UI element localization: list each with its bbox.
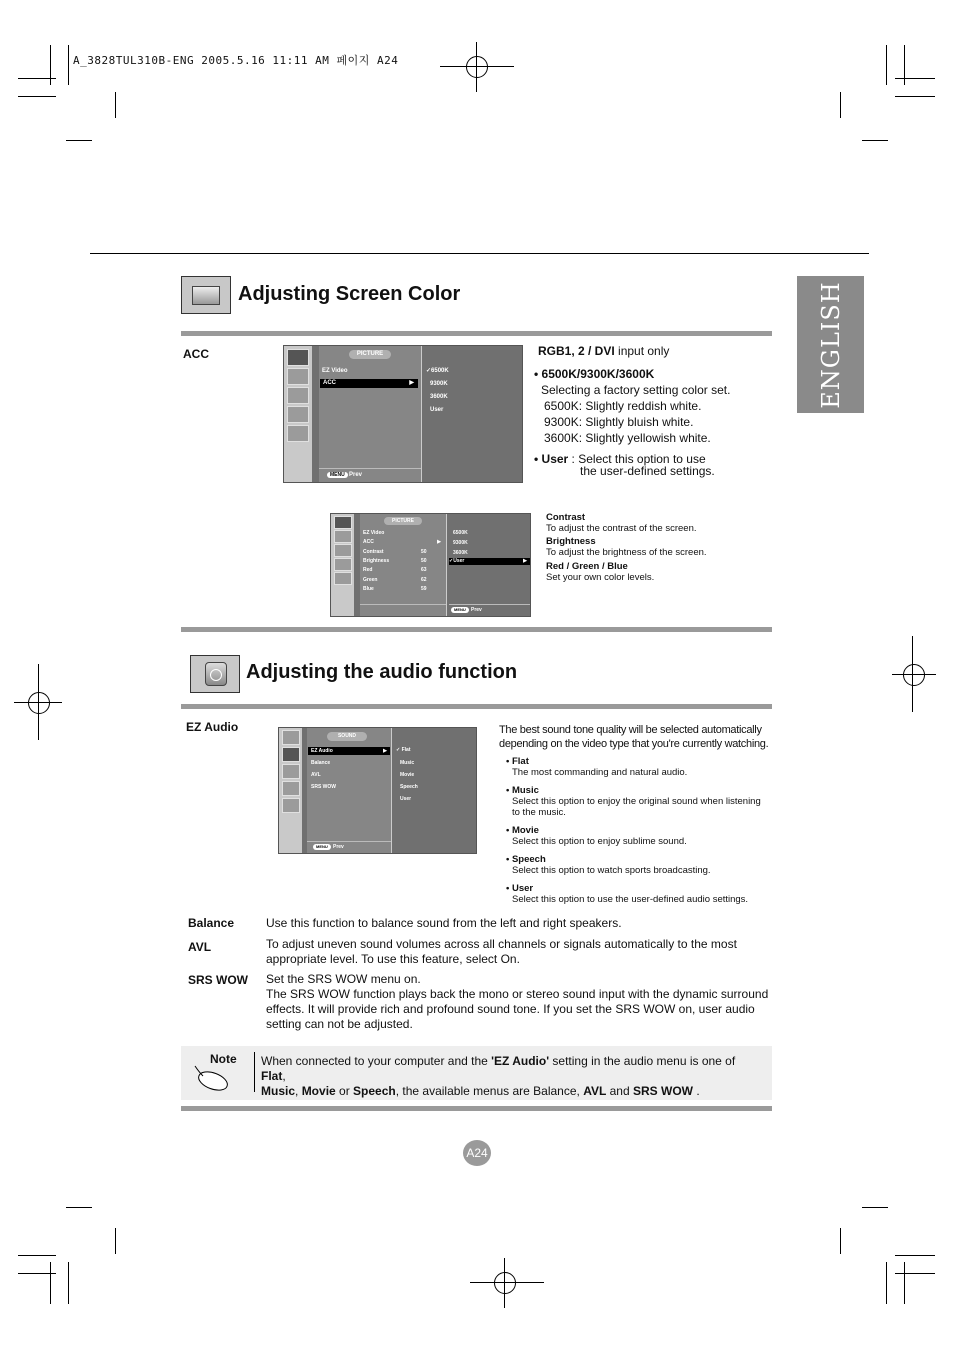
menu-item: Brightness 50 — [363, 557, 427, 564]
menu-button: MENU — [313, 844, 331, 850]
setting-desc: Set your own color levels. — [546, 572, 655, 583]
note-label: Note — [210, 1052, 237, 1066]
audio-mode-desc: Select this option to enjoy the original sound when listening — [512, 796, 761, 807]
menu-sub-pane — [394, 728, 476, 853]
audio-intro-line: depending on the video type that you're currently watching. — [499, 738, 769, 750]
menu-title: SOUND — [327, 732, 367, 741]
audio-mode — [506, 854, 761, 876]
language-tab-label: ENGLISH — [816, 280, 845, 409]
avl-text-line: To adjust uneven sound volumes across all channels or signals automatically to the most — [266, 937, 737, 951]
submenu-item-flat: ✓ Flat — [396, 747, 411, 753]
submenu-item-music: Music — [400, 760, 415, 766]
sound-icon — [334, 530, 352, 543]
balance-text: Use this function to balance sound from the left and right speakers. — [266, 916, 622, 930]
audio-mode — [506, 883, 761, 905]
language-tab — [797, 276, 864, 413]
avl-label: AVL — [188, 940, 212, 954]
menu-item: Contrast 50 — [363, 548, 427, 555]
ez-audio-label: EZ Audio — [186, 720, 239, 734]
setting-head: Contrast — [546, 512, 586, 523]
prev-label: Prev — [333, 844, 344, 850]
setting-desc: To adjust the contrast of the screen. — [546, 523, 697, 534]
submenu-item-6500k: ✓6500K — [426, 368, 449, 374]
menu-main-pane — [360, 514, 447, 616]
picture-icon — [282, 730, 300, 745]
setting-desc: To adjust the brightness of the screen. — [546, 547, 707, 558]
audio-mode-head: • Flat — [506, 756, 529, 767]
menu-button: MENU — [451, 607, 469, 613]
prev-label: Prev — [471, 607, 482, 613]
submenu-item-3600k: 3600K — [430, 394, 448, 400]
section-title-audio: Adjusting the audio function — [246, 661, 518, 683]
picture-icon — [287, 349, 309, 366]
print-header: A_3828TUL310B-ENG 2005.5.16 11:11 AM 페이지 A24 — [73, 54, 399, 67]
menu-side-icons — [279, 728, 302, 853]
audio-mode-desc: Select this option to enjoy sublime sound. — [512, 836, 687, 847]
srs-text-line: The SRS WOW function plays back the mono or stereo sound input with the dynamic surround — [266, 987, 769, 1001]
acc-label: ACC — [183, 347, 209, 361]
temp-item: 9300K: Slightly bluish white. — [544, 415, 694, 429]
color-settings-list — [546, 512, 707, 583]
audio-intro-line: The best sound tone quality will be selected automatically — [499, 724, 762, 736]
avl-text — [266, 937, 737, 967]
note-text: When connected to your computer and the 'EZ Audio' setting in the audio menu is one of Flat, Music, Movie or Speech, the available menus are Balance, AVL and SRS WOW . — [261, 1054, 736, 1098]
note-divider — [254, 1052, 255, 1092]
menu-title: PICTURE — [349, 350, 391, 359]
audio-icon — [190, 655, 240, 693]
prev-label: Prev — [349, 472, 363, 478]
menu-item: EZ Video — [322, 368, 348, 374]
user-option: • User : Select this option to use — [534, 452, 706, 466]
picture-menu-user — [330, 513, 531, 617]
time-icon — [287, 387, 309, 404]
menu-sub-pane — [449, 514, 530, 616]
menu-item-parent: ACC ▶ — [363, 539, 441, 546]
section-title-screen-color: Adjusting Screen Color — [238, 283, 461, 305]
menu-side-icons — [284, 346, 312, 482]
srs-label: SRS WOW — [188, 973, 248, 987]
screen-icon — [282, 798, 300, 813]
menu-footer — [307, 841, 391, 854]
audio-mode-desc: Select this option to watch sports broadcasting. — [512, 865, 711, 876]
audio-mode — [506, 825, 761, 847]
menu-title: PICTURE — [384, 517, 422, 525]
menu-item: Blue 59 — [363, 585, 427, 592]
srs-text-line: Set the SRS WOW menu on. — [266, 972, 421, 986]
avl-text-line: appropriate level. To use this feature, select On. — [266, 952, 520, 966]
input-note: RGB1, 2 / DVI input only — [538, 344, 670, 358]
menu-item: AVL — [311, 772, 321, 778]
sound-menu — [278, 727, 477, 854]
submenu-item-user-selected: ✓User ▶ — [449, 558, 530, 565]
sound-icon — [287, 368, 309, 385]
submenu-item-9300k: 9300K — [430, 381, 448, 387]
temps-heading: • 6500K/9300K/3600K — [534, 367, 655, 381]
audio-mode-desc: Select this option to use the user-defined audio settings. — [512, 894, 749, 905]
audio-mode-head: • Music — [506, 785, 539, 796]
submenu-footer — [449, 604, 530, 617]
audio-mode-head: • Movie — [506, 825, 539, 836]
srs-text — [266, 972, 768, 1032]
temp-item: 3600K: Slightly yellowish white. — [544, 431, 711, 445]
time-icon — [334, 544, 352, 557]
menu-item: SRS WOW — [311, 784, 336, 790]
note-box — [181, 1046, 772, 1100]
audio-mode-desc: to the music. — [512, 807, 566, 818]
section-divider — [181, 627, 772, 632]
submenu-item-speech: Speech — [400, 784, 418, 790]
menu-side-icons — [331, 514, 354, 616]
page-number: A24 — [463, 1140, 491, 1166]
audio-mode-head: • Speech — [506, 854, 546, 865]
menu-main-pane — [307, 728, 392, 853]
temps-description: Selecting a factory setting color set. — [541, 383, 731, 397]
srs-text-line: setting can not be adjusted. — [266, 1017, 413, 1031]
screen-color-icon — [181, 276, 231, 314]
menu-item: Green 62 — [363, 576, 427, 583]
time-icon — [282, 764, 300, 779]
section-divider — [181, 1106, 772, 1111]
audio-mode-desc: The most commanding and natural audio. — [512, 767, 688, 778]
menu-item: EZ Video — [363, 530, 385, 536]
menu-footer — [360, 604, 446, 617]
note-pen-icon — [191, 1064, 227, 1088]
menu-item: Balance — [311, 760, 331, 766]
menu-main-pane — [319, 346, 422, 482]
picture-menu-acc — [283, 345, 523, 483]
submenu-item-9300k: 9300K — [453, 540, 468, 546]
submenu-item-user: User — [430, 407, 444, 413]
srs-text-line: effects. It will provide rich and profound sound tone. If you set the SRS WOW on, user audio — [266, 1002, 755, 1016]
balance-label: Balance — [188, 916, 235, 930]
menu-button: MENU — [327, 472, 348, 478]
section-divider — [181, 331, 772, 336]
submenu-item-user: User — [400, 796, 412, 802]
menu-sub-pane — [424, 346, 522, 482]
special-icon — [282, 781, 300, 796]
picture-icon — [334, 516, 352, 529]
menu-item-selected: EZ Audio ▶ — [308, 747, 390, 755]
audio-intro — [499, 723, 768, 751]
audio-modes-list — [506, 756, 761, 912]
menu-item: Red 63 — [363, 567, 427, 574]
submenu-item-6500k: 6500K — [453, 530, 468, 536]
user-option-cont: the user-defined settings. — [580, 464, 715, 478]
audio-mode — [506, 756, 761, 778]
audio-mode — [506, 785, 761, 818]
sound-icon — [282, 747, 300, 762]
menu-item-selected: ACC ▶ — [320, 379, 418, 388]
setting-head: Red / Green / Blue — [546, 561, 628, 572]
menu-footer — [319, 468, 421, 483]
audio-mode-head: • User — [506, 883, 534, 894]
special-icon — [287, 406, 309, 423]
screen-icon — [334, 572, 352, 585]
special-icon — [334, 558, 352, 571]
submenu-item-3600k: 3600K — [453, 550, 468, 556]
temp-item: 6500K: Slightly reddish white. — [544, 399, 702, 413]
submenu-item-movie: Movie — [400, 772, 415, 778]
setting-head: Brightness — [546, 536, 596, 547]
section-divider — [181, 704, 772, 709]
top-rule — [90, 253, 869, 254]
screen-icon — [287, 425, 309, 442]
